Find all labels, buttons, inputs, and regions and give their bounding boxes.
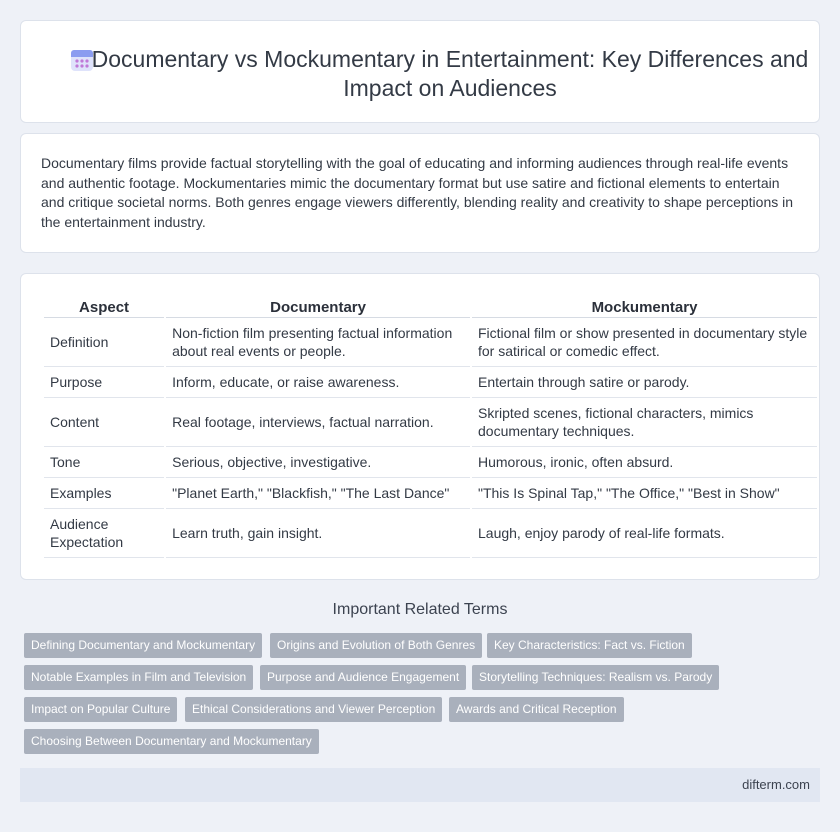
row-aspect: Tone [44, 447, 164, 478]
row-mockumentary: "This Is Spinal Tap," "The Office," "Best in Show" [472, 478, 817, 509]
table-row [44, 367, 817, 398]
footer [20, 768, 820, 802]
related-tag[interactable]: Storytelling Techniques: Realism vs. Parody [472, 665, 719, 690]
row-aspect: Examples [44, 478, 164, 509]
table-row [44, 318, 817, 367]
related-tag[interactable]: Purpose and Audience Engagement [260, 665, 466, 690]
comparison-card [20, 273, 820, 580]
row-documentary: Real footage, interviews, factual narration. [166, 398, 470, 447]
row-documentary: Serious, objective, investigative. [166, 447, 470, 478]
row-mockumentary: Fictional film or show presented in documentary style for satirical or comedic effect. [472, 318, 817, 367]
row-aspect: Audience Expectation [44, 509, 164, 558]
table-row [44, 447, 817, 478]
row-aspect: Content [44, 398, 164, 447]
table-row [44, 478, 817, 509]
intro-text: Documentary films provide factual storytelling with the goal of educating and informing audiences through real-life events and authentic footage. Mockumentaries mimic the documentary format but use satire and fictional elements to entertain and critique societal norms. Both genres engage viewers differently, blending reality and creativity to shape perceptions in the entertainment industry. [41, 155, 794, 230]
row-documentary: "Planet Earth," "Blackfish," "The Last Dance" [166, 478, 470, 509]
row-documentary: Inform, educate, or raise awareness. [166, 367, 470, 398]
row-mockumentary: Laugh, enjoy parody of real-life formats. [472, 509, 817, 558]
table-row [44, 398, 817, 447]
related-terms-title: Important Related Terms [332, 601, 508, 618]
related-tag[interactable]: Awards and Critical Reception [449, 697, 624, 722]
related-tag[interactable]: Impact on Popular Culture [24, 697, 177, 722]
related-tag[interactable]: Origins and Evolution of Both Genres [270, 633, 482, 658]
related-tag[interactable]: Choosing Between Documentary and Mockumentary [24, 729, 319, 754]
header-aspect: Aspect [44, 296, 164, 318]
site-name[interactable]: difterm.com [742, 777, 810, 792]
header-documentary: Documentary [166, 296, 470, 318]
header-mockumentary: Mockumentary [472, 296, 817, 318]
row-mockumentary: Humorous, ironic, often absurd. [472, 447, 817, 478]
related-tag[interactable]: Key Characteristics: Fact vs. Fiction [487, 633, 692, 658]
related-tag[interactable]: Notable Examples in Film and Television [24, 665, 253, 690]
row-aspect: Purpose [44, 367, 164, 398]
row-mockumentary: Entertain through satire or parody. [472, 367, 817, 398]
comparison-table [42, 296, 819, 558]
row-documentary: Non-fiction film presenting factual information about real events or people. [166, 318, 470, 367]
page-title: Documentary vs Mockumentary in Entertainment: Key Differences and Impact on Audiences [91, 46, 809, 101]
row-mockumentary: Skripted scenes, fictional characters, mimics documentary techniques. [472, 398, 817, 447]
related-tag[interactable]: Defining Documentary and Mockumentary [24, 633, 262, 658]
related-tag[interactable]: Ethical Considerations and Viewer Perception [185, 697, 442, 722]
intro-card [20, 133, 820, 253]
title-card [20, 20, 820, 123]
row-aspect: Definition [44, 318, 164, 367]
table-row [44, 509, 817, 558]
row-documentary: Learn truth, gain insight. [166, 509, 470, 558]
